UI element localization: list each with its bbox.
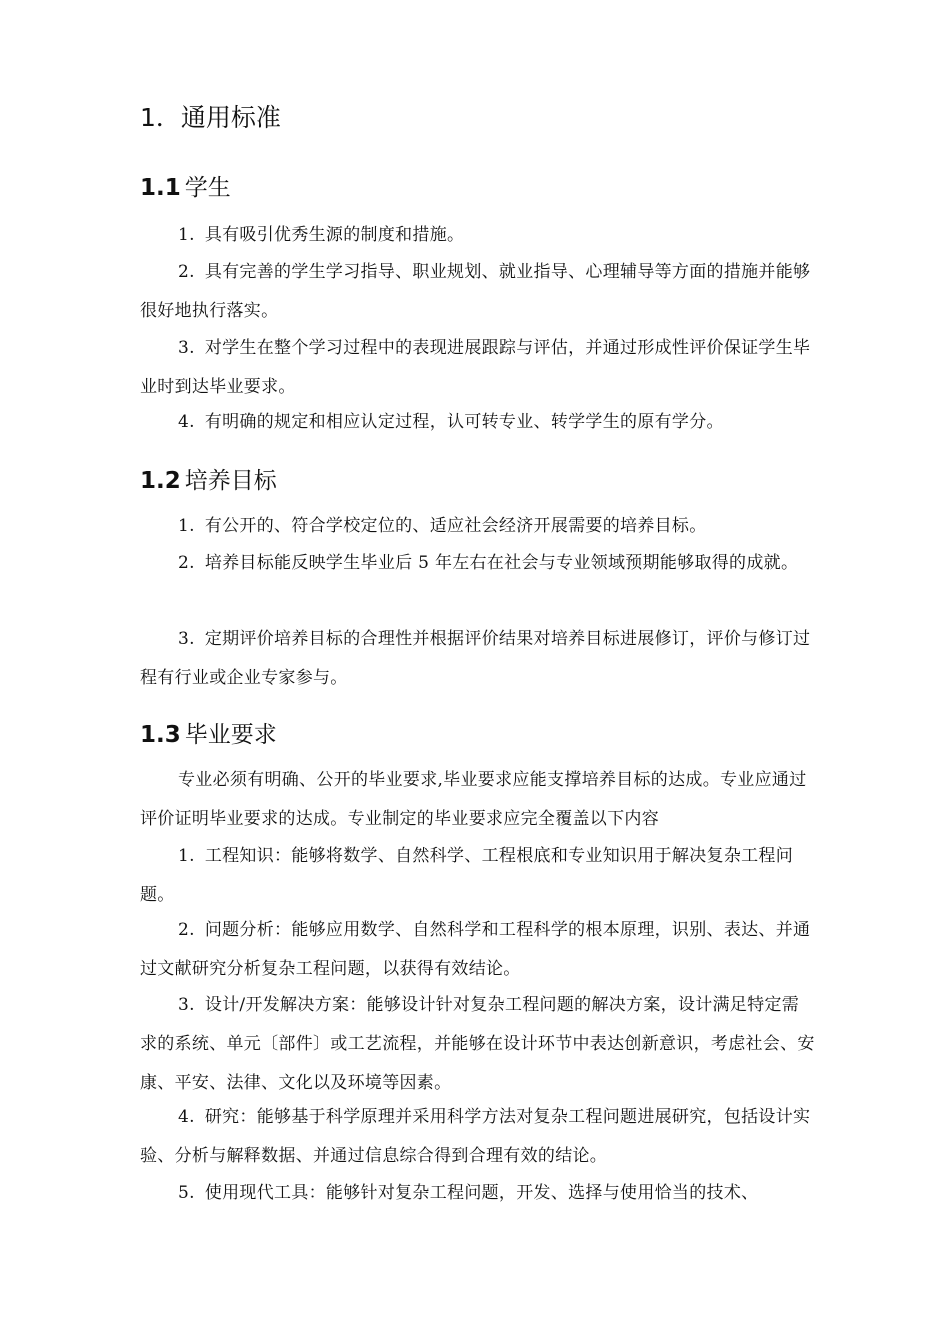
paragraph <box>140 986 815 1103</box>
paragraph <box>140 911 815 989</box>
item-text: 使用现代工具：能够针对复杂工程问题，开发、选择与使用恰当的技术、 <box>204 1183 759 1203</box>
item-text: 研究：能够基于科学原理并采用科学方法对复杂工程问题进展研究，包括设计实验、分析与解释数据、并通过信息综合得到合理有效的结论。 <box>140 1107 811 1166</box>
paragraph <box>140 544 815 583</box>
section-title: 毕业要求 <box>184 722 277 748</box>
section-title: 培养目标 <box>184 468 277 494</box>
paragraph <box>140 1098 815 1176</box>
item-text: 有公开的、符合学校定位的、适应社会经济开展需要的培养目标。 <box>204 516 707 536</box>
section-number: 1.3 <box>140 722 181 748</box>
item-number: 2. <box>178 920 195 940</box>
section-title: 学生 <box>184 175 231 201</box>
item-text: 对学生在整个学习过程中的表现进展跟踪与评估，并通过形成性评价保证学生毕业时到达毕业要求。 <box>140 338 811 397</box>
section-number: 1.2 <box>140 468 181 494</box>
item-number: 2. <box>178 262 195 282</box>
section-heading-training-objectives <box>140 465 277 497</box>
item-number: 4. <box>178 412 195 432</box>
section-number: 1.1 <box>140 175 181 201</box>
item-number: 1. <box>178 846 195 866</box>
item-text: 培养目标能反映学生毕业后 5 年左右在社会与专业领域预期能够取得的成就。 <box>204 553 799 573</box>
paragraph <box>140 507 815 546</box>
paragraph <box>140 329 815 407</box>
item-number: 1. <box>178 516 195 536</box>
item-text: 有明确的规定和相应认定过程，认可转专业、转学学生的原有学分。 <box>204 412 724 432</box>
paragraph <box>140 1174 815 1213</box>
intro-paragraph: 专业必须有明确、公开的毕业要求,毕业要求应能支撑培养目标的达成。专业应通过评价证明毕业要求的达成。专业制定的毕业要求应完全覆盖以下内容 <box>140 770 807 829</box>
item-number: 2. <box>178 553 195 573</box>
item-text: 定期评价培养目标的合理性并根据评价结果对培养目标进展修订，评价与修订过程有行业或企业专家参与。 <box>140 629 811 688</box>
item-text: 具有完善的学生学习指导、职业规划、就业指导、心理辅导等方面的措施并能够很好地执行落实。 <box>140 262 811 321</box>
item-number: 1. <box>178 225 195 245</box>
item-number: 4. <box>178 1107 195 1127</box>
paragraph <box>140 403 815 442</box>
item-text: 问题分析：能够应用数学、自然科学和工程科学的根本原理，识别、表达、并通过文献研究分析复杂工程问题，以获得有效结论。 <box>140 920 811 979</box>
item-number: 5. <box>178 1183 195 1203</box>
item-number: 3. <box>178 338 195 358</box>
item-number: 3. <box>178 995 195 1015</box>
item-text: 工程知识：能够将数学、自然科学、工程根底和专业知识用于解决复杂工程问题。 <box>140 846 794 905</box>
paragraph <box>140 216 815 255</box>
paragraph <box>140 837 815 915</box>
item-number: 3. <box>178 629 195 649</box>
section-heading-graduation-requirements <box>140 719 277 751</box>
section-heading-students <box>140 172 231 204</box>
item-text: 具有吸引优秀生源的制度和措施。 <box>204 225 465 245</box>
paragraph <box>140 620 815 698</box>
item-text: 设计/开发解决方案：能够设计针对复杂工程问题的解决方案，设计满足特定需求的系统、单元〔部件〕或工艺流程，并能够在设计环节中表达创新意识，考虑社会、安康、平安、法律、文化以及环境等因素。 <box>140 995 815 1093</box>
heading-general-standards: 1．通用标准 <box>140 103 281 132</box>
paragraph <box>140 253 815 331</box>
